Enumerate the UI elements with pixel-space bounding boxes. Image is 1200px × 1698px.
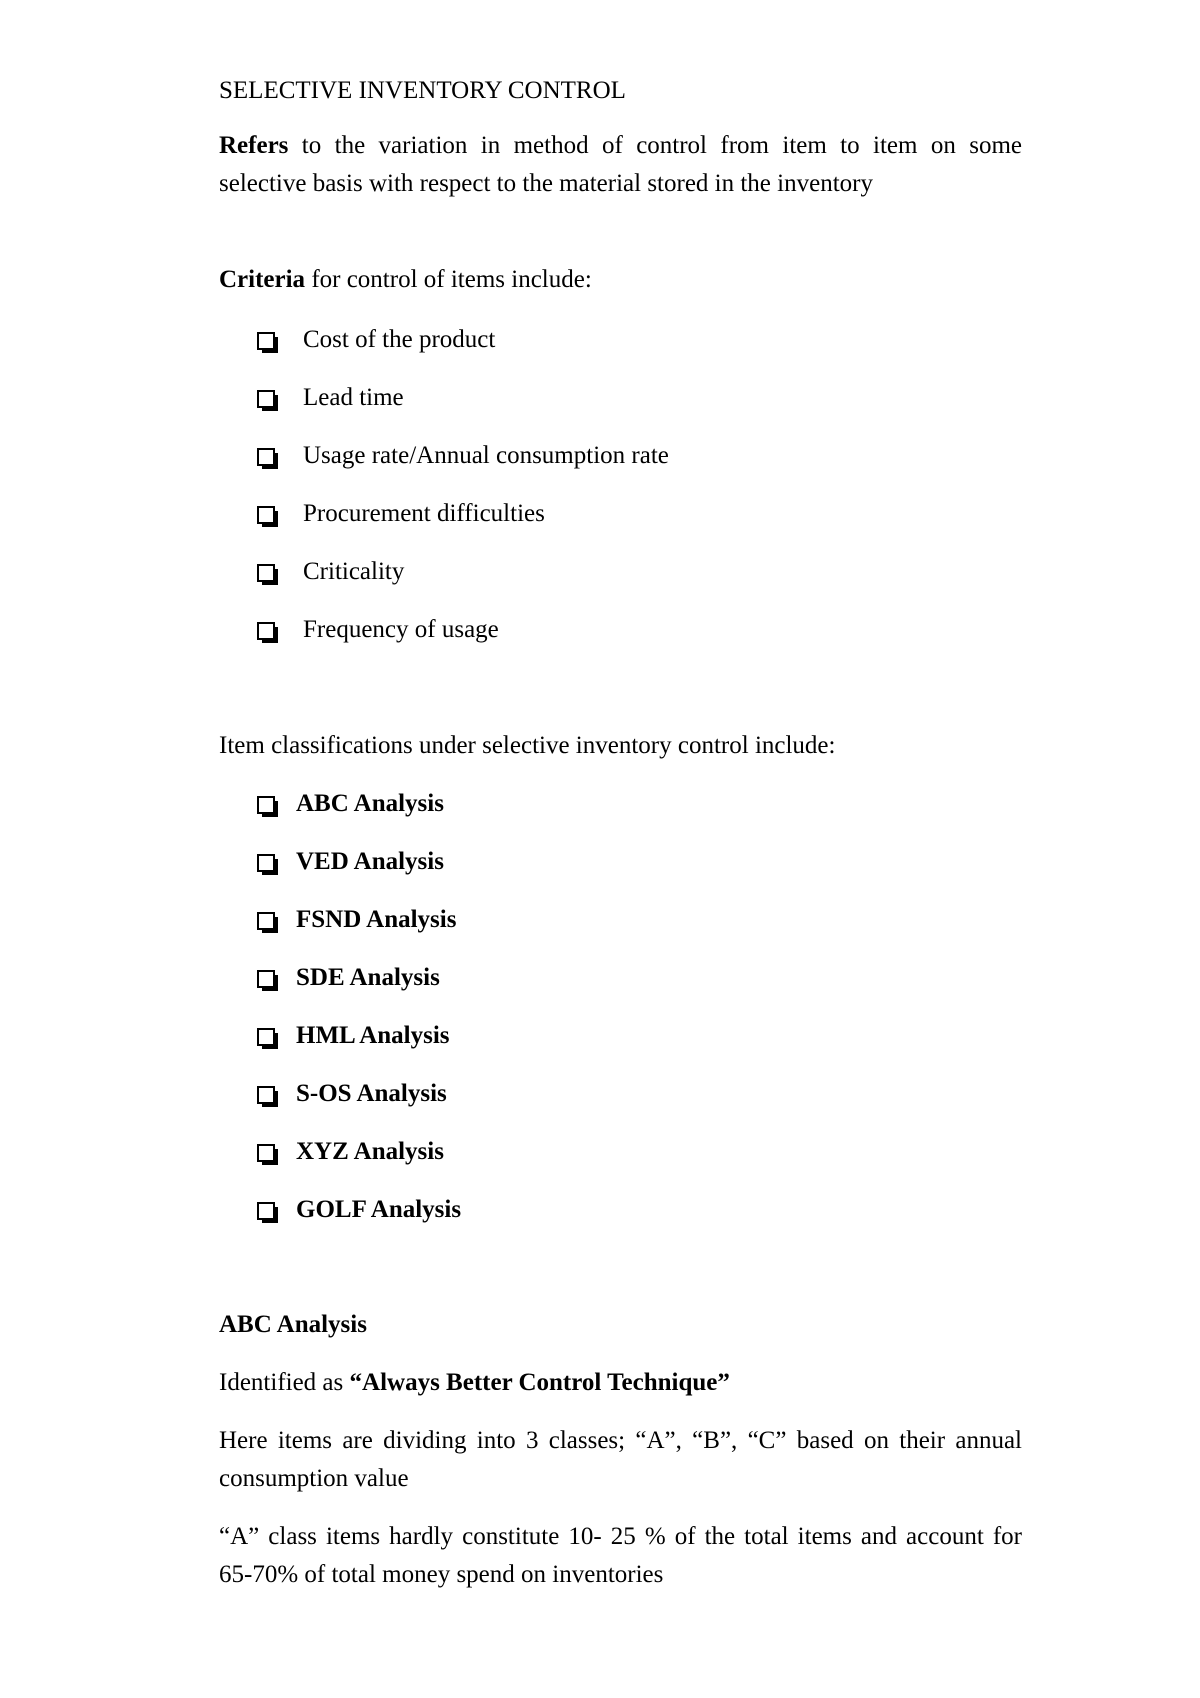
list-item-label: ABC Analysis [296,790,444,817]
list-item-label: Criticality [303,558,405,585]
list-item-label: VED Analysis [296,848,444,875]
list-item-label: FSND Analysis [296,906,457,933]
list-item-label: Lead time [303,384,404,411]
criteria-intro-text: for control of items include: [305,266,592,293]
checkbox-bullet-icon [257,506,275,524]
abc-a-class-paragraph: “A” class items hardly constitute 10- 25 % of the total items and account for 65-70% of total money spend on inventories [219,1523,1022,1588]
abc-heading-text: ABC Analysis [219,1311,367,1338]
list-item-label: SDE Analysis [296,964,440,991]
checkbox-bullet-icon [257,564,275,582]
list-item-label: S-OS Analysis [296,1080,447,1107]
checkbox-bullet-icon [257,332,275,350]
checkbox-bullet-icon [257,622,275,640]
abc-identified [219,1364,1022,1402]
checkbox-bullet-icon [257,1028,275,1046]
checkbox-bullet-icon [257,912,275,930]
list-item-label: GOLF Analysis [296,1196,462,1223]
abc-identified-name: “Always Better Control Technique” [349,1369,730,1396]
definition-term: Refers [219,132,289,159]
list-item-label: Cost of the product [303,326,496,353]
checkbox-bullet-icon [257,854,275,872]
checkbox-bullet-icon [257,1086,275,1104]
checkbox-bullet-icon [257,1202,275,1220]
list-item-label: XYZ Analysis [296,1138,444,1165]
classifications-intro: Item classifications under selective inventory control include: [219,732,836,759]
checkbox-bullet-icon [257,796,275,814]
checkbox-bullet-icon [257,390,275,408]
criteria-intro [219,261,1022,299]
list-item-label: Usage rate/Annual consumption rate [303,442,669,469]
abc-heading [219,1306,1022,1344]
criteria-term: Criteria [219,266,306,293]
list-item-label: Frequency of usage [303,616,499,643]
checkbox-bullet-icon [257,448,275,466]
list-item-label: Procurement difficulties [303,500,545,527]
checkbox-bullet-icon [257,1144,275,1162]
checkbox-bullet-icon [257,970,275,988]
page-title: SELECTIVE INVENTORY CONTROL [219,77,626,104]
list-item-label: HML Analysis [296,1022,450,1049]
abc-classes-paragraph: Here items are dividing into 3 classes; “A”, “B”, “C” based on their annual consumption value [219,1427,1022,1492]
abc-identified-prefix: Identified as [219,1369,350,1396]
definition-paragraph [219,127,1022,203]
definition-text: to the variation in method of control from item to item on some selective basis with respect to the material stored in the inventory [219,132,1022,197]
